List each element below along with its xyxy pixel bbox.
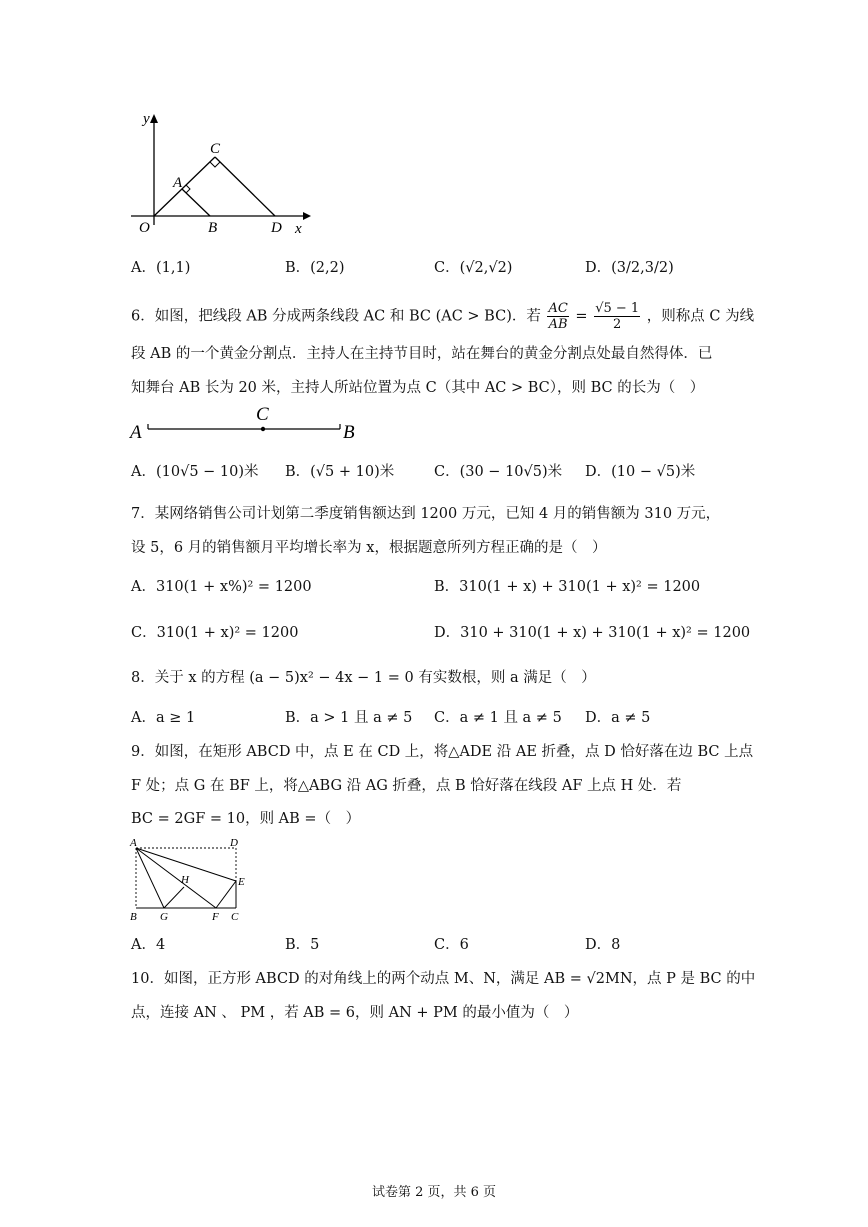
label-x: x [295,221,302,235]
q6-rhs-num: √5 − 1 [595,301,640,316]
q9-option-a[interactable]: A．4 [131,937,166,953]
point-c [261,427,265,431]
label-b: B [130,911,137,923]
q9-line-2: F 处；点 G 在 BF 上，将△ABG 沿 AG 折叠，点 B 恰好落在线段 AF 上点 H 处．若 [131,778,682,794]
seg-gh [164,887,184,908]
q8-option-d[interactable]: D．a ≠ 5 [585,710,651,726]
q10-line-1: 10．如图，正方形 ABCD 的对角线上的两个动点 M、N，满足 AB = √2MN，点 P 是 BC 的中 [131,971,756,987]
q6-option-d[interactable]: D．(10 − √5)米 [585,464,696,480]
q5-option-c[interactable]: C．(√2,√2) [434,260,513,276]
label-a: A [130,837,137,849]
q6-line-3: 知舞台 AB 长为 20 米，主持人所站位置为点 C（其中 AC > BC），则 BC 的长为（ ） [131,380,705,396]
q6-option-b[interactable]: B．(√5 + 10)米 [285,464,395,480]
label-c: C [256,404,269,425]
label-b: B [208,220,218,235]
q7-line-2: 设 5，6 月的销售额月平均增长率为 x，根据题意所列方程正确的是（ ） [131,540,607,556]
q10-line-2: 点，连接 AN 、 PM ，若 AB = 6，则 AN + PM 的最小值为（ ） [131,1005,579,1021]
y-axis-arrow [150,114,158,123]
q5-option-a[interactable]: A．(1,1) [131,260,191,276]
right-angle-a [186,185,190,193]
x-axis-arrow [303,212,311,220]
q7-option-a[interactable]: A．310(1 + x%)² = 1200 [131,579,312,595]
q9-option-d[interactable]: D．8 [585,937,621,953]
label-y: y [143,111,150,127]
q5-coordinate-figure [125,105,315,235]
q7-option-c[interactable]: C．310(1 + x)² = 1200 [131,625,299,641]
q8-option-c[interactable]: C．a ≠ 1 且 a ≠ 5 [434,710,562,726]
label-c: C [231,911,239,923]
q9-line-1: 9．如图，在矩形 ABCD 中，点 E 在 CD 上，将△ADE 沿 AE 折叠，点 D 恰好落在边 BC 上点 [131,744,754,760]
q6-equals: = [575,308,588,325]
label-o: O [139,220,150,235]
q6-line-1 [131,301,754,332]
segment-oc [154,157,215,216]
q5-option-b[interactable]: B．(2,2) [285,260,345,276]
q8-option-a[interactable]: A．a ≥ 1 [131,710,196,726]
seg-fe [216,881,236,908]
q6-line-2: 段 AB 的一个黄金分割点．主持人在主持节目时，站在舞台的黄金分割点处最自然得体．已 [131,346,713,362]
q9-rectangle-figure [126,835,256,925]
q9-line-3: BC = 2GF = 10，则 AB =（ ） [131,811,361,827]
q7-option-d[interactable]: D．310 + 310(1 + x) + 310(1 + x)² = 1200 [434,625,751,641]
q9-option-b[interactable]: B．5 [285,937,320,953]
label-c: C [210,141,221,157]
q8-line-1: 8．关于 x 的方程 (a − 5)x² − 4x − 1 = 0 有实数根，则 a 满足（ ） [131,670,596,686]
q6-text-start: 6．如图，把线段 AB 分成两条线段 AC 和 BC (AC > BC)．若 [131,308,541,325]
label-h: H [181,874,189,886]
page-footer: 试卷第 2 页，共 6 页 [371,1185,497,1200]
segment-cd [215,157,275,216]
q6-frac-den: AB [548,317,568,332]
q5-option-d[interactable]: D．(3/2,3/2) [585,260,674,276]
label-b: B [343,422,355,443]
label-a: A [130,422,142,443]
label-a: A [173,175,183,191]
q6-fraction-golden [594,301,640,332]
q6-frac-num: AC [548,301,568,316]
label-d: D [230,837,238,849]
label-d: D [271,220,282,235]
q7-line-1: 7．某网络销售公司计划第二季度销售额达到 1200 万元，已知 4 月的销售额为 310 万元， [131,506,721,522]
q6-rhs-den: 2 [613,317,622,332]
label-g: G [160,911,168,923]
label-f: F [212,911,219,923]
q6-fraction-ac-ab [547,301,568,332]
q8-option-b[interactable]: B．a > 1 且 a ≠ 5 [285,710,413,726]
q6-segment-figure [128,400,368,446]
q9-option-c[interactable]: C．6 [434,937,469,953]
label-e: E [238,876,245,888]
q6-option-a[interactable]: A．(10√5 − 10)米 [131,464,259,480]
q6-option-c[interactable]: C．(30 − 10√5)米 [434,464,563,480]
q7-option-b[interactable]: B．310(1 + x) + 310(1 + x)² = 1200 [434,579,701,595]
seg-ag [136,848,164,908]
seg-af [136,848,216,908]
q6-text-end: ，则称点 C 为线 [646,308,755,325]
right-angle-c [210,162,220,167]
